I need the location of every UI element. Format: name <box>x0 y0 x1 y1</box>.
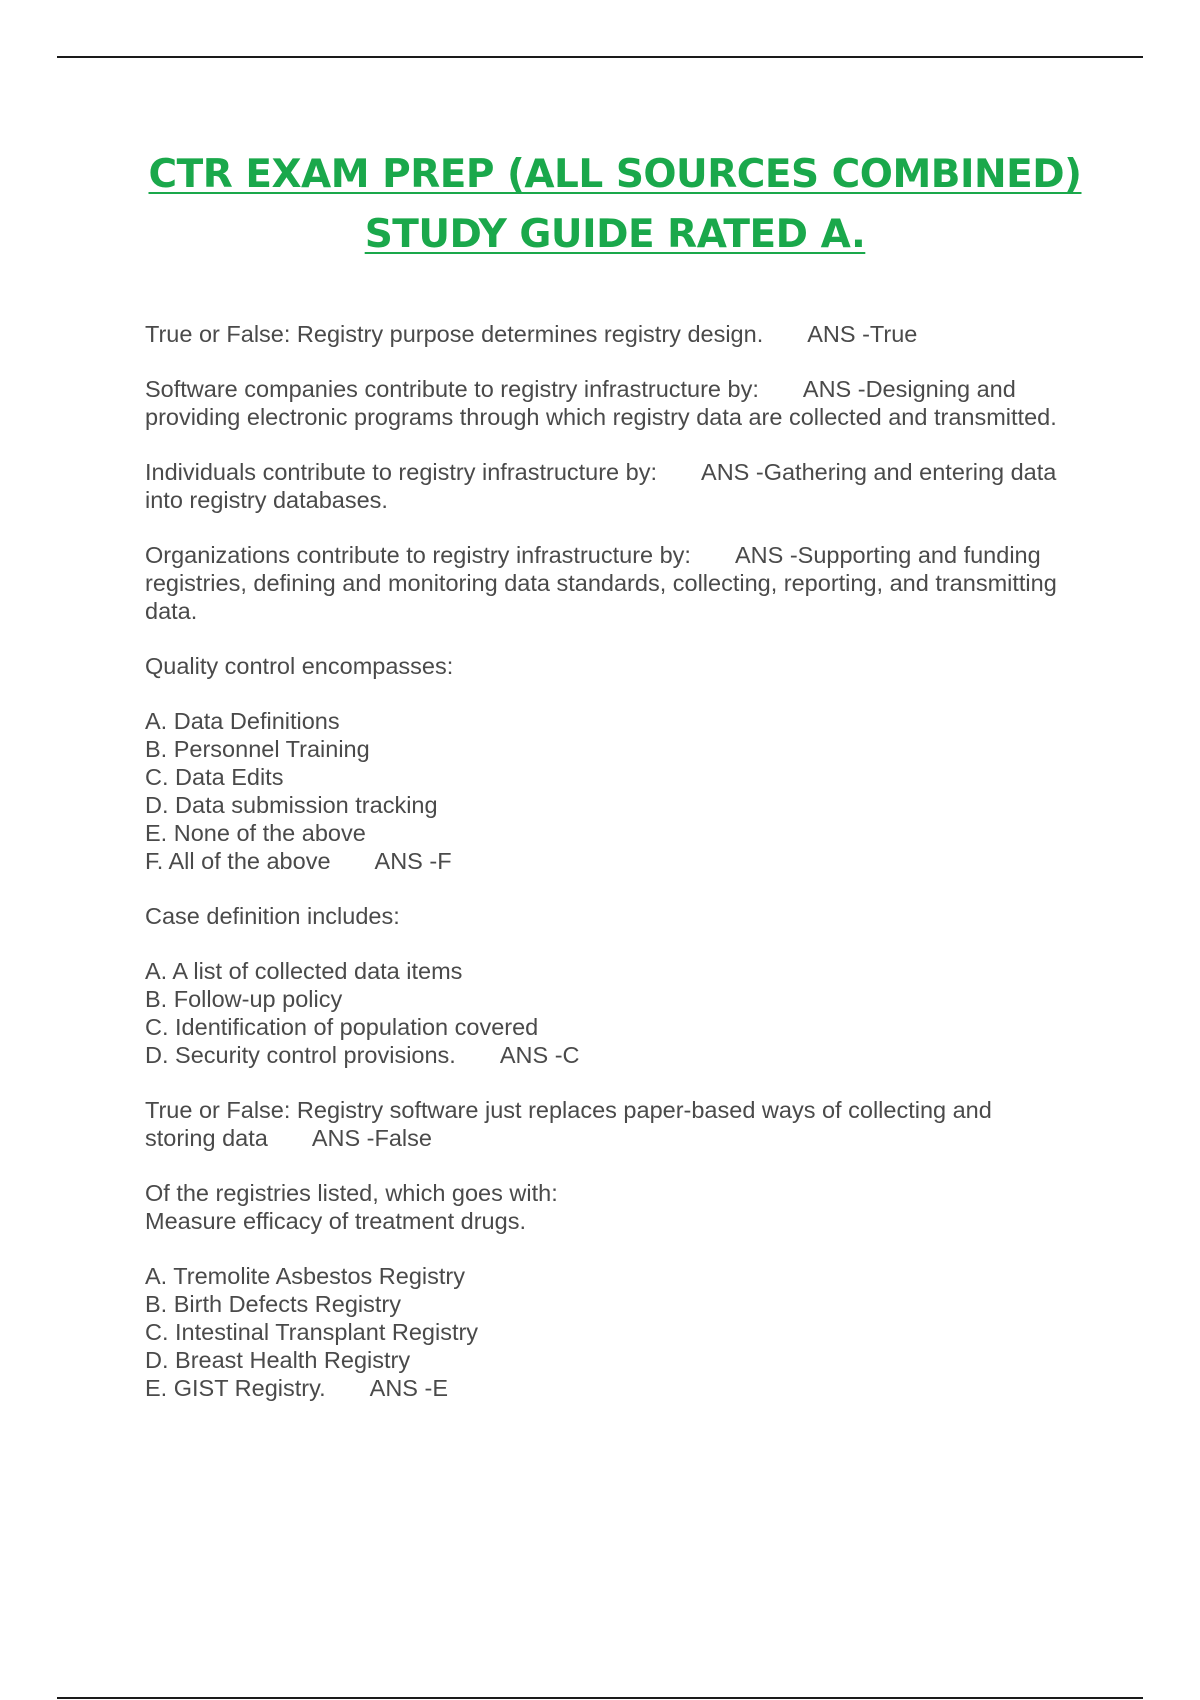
question-text: True or False: Registry purpose determines registry design. <box>145 321 764 347</box>
option-item: F. All of the above <box>145 848 331 874</box>
option-item: B. Follow-up policy <box>145 986 343 1012</box>
option-list <box>145 1262 1105 1402</box>
footer-rule <box>57 1697 1143 1699</box>
qa-item <box>145 458 1105 514</box>
answer-continuation: data. <box>145 598 198 624</box>
answer-continuation: into registry databases. <box>145 487 388 513</box>
qa-item <box>145 652 1105 680</box>
option-item: D. Data submission tracking <box>145 792 438 818</box>
question-text: True or False: Registry software just replaces paper-based ways of collecting and <box>145 1097 992 1123</box>
question-text: Of the registries listed, which goes with: <box>145 1180 558 1206</box>
question-text: Case definition includes: <box>145 903 400 929</box>
option-item: D. Security control provisions. <box>145 1042 456 1068</box>
document-title <box>0 145 1200 265</box>
document-body <box>145 320 1105 1429</box>
option-item: B. Birth Defects Registry <box>145 1291 401 1317</box>
qa-item <box>145 1179 1105 1235</box>
title-line-1: CTR EXAM PREP (ALL SOURCES COMBINED) <box>148 152 1082 197</box>
question-text: Individuals contribute to registry infrastructure by: <box>145 459 658 485</box>
answer-text: ANS -Designing and <box>802 376 1016 402</box>
answer-continuation: registries, defining and monitoring data standards, collecting, reporting, and transmitting <box>145 570 1057 596</box>
answer-text: ANS -E <box>369 1375 449 1401</box>
answer-text: ANS -F <box>374 848 452 874</box>
answer-text: ANS -Gathering and entering data <box>701 459 1057 485</box>
answer-text: ANS -C <box>499 1042 580 1068</box>
answer-text: ANS -False <box>311 1125 432 1151</box>
answer-text: ANS -True <box>807 321 918 347</box>
qa-item <box>145 1096 1105 1152</box>
option-item: E. GIST Registry. <box>145 1375 326 1401</box>
option-item: C. Data Edits <box>145 764 284 790</box>
option-list <box>145 957 1105 1069</box>
option-item: A. Data Definitions <box>145 708 340 734</box>
title-line-2: STUDY GUIDE RATED A. <box>364 212 866 257</box>
qa-item <box>145 320 1105 348</box>
option-item: B. Personnel Training <box>145 736 370 762</box>
question-text: Software companies contribute to registry infrastructure by: <box>145 376 759 402</box>
question-text: Quality control encompasses: <box>145 653 454 679</box>
option-item: D. Breast Health Registry <box>145 1347 411 1373</box>
qa-item <box>145 375 1105 431</box>
header-rule <box>57 56 1143 58</box>
option-item: C. Identification of population covered <box>145 1014 539 1040</box>
question-text: Organizations contribute to registry infrastructure by: <box>145 542 691 568</box>
qa-item <box>145 541 1105 625</box>
option-list <box>145 707 1105 875</box>
question-text: storing data <box>145 1125 268 1151</box>
option-item: A. Tremolite Asbestos Registry <box>145 1263 465 1289</box>
option-item: E. None of the above <box>145 820 366 846</box>
question-text: Measure efficacy of treatment drugs. <box>145 1208 526 1234</box>
qa-item <box>145 902 1105 930</box>
answer-continuation: providing electronic programs through which registry data are collected and transmitted. <box>145 404 1057 430</box>
option-item: C. Intestinal Transplant Registry <box>145 1319 479 1345</box>
answer-text: ANS -Supporting and funding <box>734 542 1041 568</box>
option-item: A. A list of collected data items <box>145 958 463 984</box>
